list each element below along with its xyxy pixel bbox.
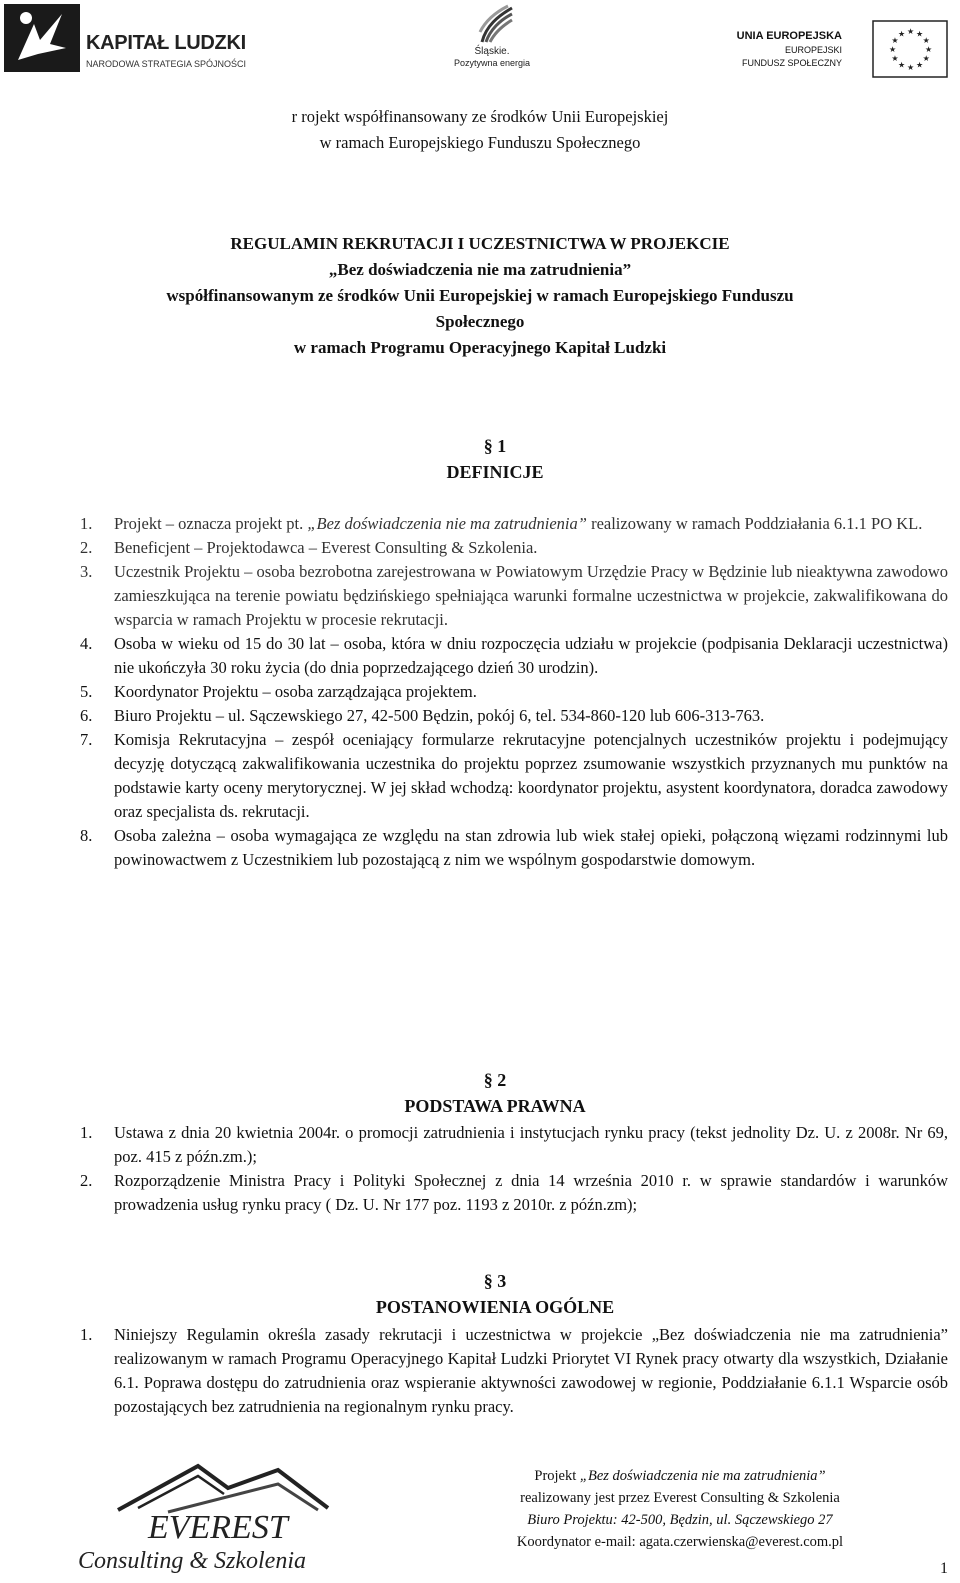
slaskie-tagline: Pozytywna energia — [453, 58, 531, 68]
list-item: 1. Niniejszy Regulamin określa zasady rekrutacji i uczestnictwa w projekcie „Bez doświadczenia nie ma zatrudnienia” realizowanym w ramach Programu Operacyjnego Kapitał Ludzki Priorytet VI Rynek pracy otwarty dla wszystkich, Działanie 6.1. Poprawa dostępu do zatrudnienia oraz wspieranie aktywności zawodowej w regionie, Poddziałanie 6.1.1 Wsparcie osób pozostających bez zatrudnienia na regionalnym rynku pracy. — [80, 1325, 948, 1416]
list-item: 1. Projekt – oznacza projekt pt. „Bez doświadczenia nie ma zatrudnienia” realizowany w ramach Poddziałania 6.1.1 PO KL. — [80, 514, 923, 533]
everest-logo-name: EVEREST — [148, 1509, 288, 1546]
everest-logo-subtitle: Consulting & Szkolenia — [78, 1548, 306, 1574]
eu-star-icon: ★ — [898, 29, 906, 39]
title-line3: współfinansowanym ze środków Unii Europejskiej w ramach Europejskiego Funduszu — [166, 286, 794, 305]
list-item: 5. Koordynator Projektu – osoba zarządzająca projektem. — [80, 682, 477, 701]
kapital-ludzki-subtitle: NARODOWA STRATEGIA SPÓJNOŚCI — [86, 59, 247, 69]
eu-star-icon: ★ — [907, 27, 915, 36]
page-number: 1 — [940, 1560, 948, 1577]
title-line2: „Bez doświadczenia nie ma zatrudnienia” — [328, 260, 632, 279]
everest-logo — [78, 1458, 348, 1576]
footer-info — [440, 1465, 920, 1553]
section-3-list — [80, 1323, 948, 1419]
list-item: 3. Uczestnik Projektu – osoba bezrobotna zarejestrowana w Powiatowym Urzędzie Pracy w Będzinie lub nieaktywna zawodowo zamieszkująca na terenie powiatu będzińskiego spełniająca warunki formalne uczestnictwa w projekcie, zakwalifikowana do wsparcia w ramach Projektu w procesie rekrutacji. — [80, 562, 948, 629]
section-2-heading: PODSTAWA PRAWNA — [404, 1096, 586, 1116]
eu-star-icon: ★ — [916, 29, 924, 39]
slaskie-mark-icon — [476, 2, 516, 46]
section-1-number: § 1 — [483, 436, 507, 456]
intro-text — [0, 104, 960, 156]
eu-star-icon: ★ — [922, 36, 930, 45]
list-item: 7. Komisja Rekrutacyjna – zespół oceniający formularze rekrutacyjne potencjalnych uczestników projektu i podejmujący decyzję dotyczącą zakwalifikowania uczestnika do projektu poprzez zsumowanie wszystkich przyznanych mu punktów na podstawie karty oceny merytorycznej. W jej skład wchodzą: koordynator projektu, asystent koordynatora, doradca zawodowy oraz specjalista ds. rekrutacji. — [80, 730, 948, 821]
eu-line2: EUROPEJSKI — [784, 45, 842, 55]
list-item: 1. Ustawa z dnia 20 kwietnia 2004r. o promocji zatrudnienia i instytucjach rynku pracy (tekst jednolity Dz. U. z 2008r. Nr 69, poz. 415 z późn.zm.); — [80, 1123, 948, 1166]
eu-logo — [736, 8, 952, 72]
eu-star-icon: ★ — [891, 54, 899, 63]
kapital-ludzki-star-icon — [4, 4, 80, 72]
footer-line2: realizowany jest przez Everest Consulting & Szkolenia — [520, 1490, 840, 1506]
list-item: 2. Rozporządzenie Ministra Pracy i Polityki Społecznej z dnia 14 września 2010 r. w sprawie standardów i warunków prowadzenia usług rynku pracy ( Dz. U. Nr 177 poz. 1193 z 2010r. z późn.zm); — [80, 1171, 948, 1214]
footer-email: Koordynator e-mail: agata.czerwienska@everest.com.pl — [516, 1534, 844, 1550]
title-line4: Społecznego — [435, 312, 525, 331]
kapital-ludzki-name: KAPITAŁ LUDZKI — [86, 32, 246, 54]
title-line5: w ramach Programu Operacyjnego Kapitał Ludzki — [293, 338, 667, 357]
section-3-heading: POSTANOWIENIA OGÓLNE — [375, 1297, 615, 1317]
eu-flag-icon — [872, 20, 948, 78]
eu-star-icon: ★ — [907, 63, 915, 72]
eu-line3: FUNDUSZ SPOŁECZNY — [741, 58, 842, 68]
kapital-ludzki-logo — [4, 4, 254, 72]
eu-line1: UNIA EUROPEJSKA — [736, 30, 842, 42]
eu-star-icon: ★ — [925, 45, 933, 54]
section-1-heading: DEFINICJE — [446, 462, 544, 482]
list-item: 8. Osoba zależna – osoba wymagająca ze względu na stan zdrowia lub wiek stałej opieki, połączoną więzami rodzinnymi lub powinowactwem z Uczestnikiem lub pozostającą z nim we wspólnym gospodarstwie domowym. — [80, 826, 948, 869]
section-2-number: § 2 — [483, 1070, 507, 1090]
intro-line2: w ramach Europejskiego Funduszu Społecznego — [319, 133, 641, 152]
eu-star-icon: ★ — [898, 60, 906, 70]
intro-line1: r rojekt współfinansowany ze środków Unii Europejskiej — [291, 107, 669, 126]
list-item: 4. Osoba w wieku od 15 do 30 lat – osoba, która w dniu rozpoczęcia udziału w projekcie (podpisania Deklaracji uczestnictwa) nie ukończyła 30 roku życia (do dnia poprzedzającego dzień 30 urodzin). — [80, 634, 948, 677]
slaskie-name: Śląskie. — [474, 46, 510, 57]
list-item: 6. Biuro Projektu – ul. Sączewskiego 27, 42-500 Będzin, pokój 6, tel. 534-860-120 lub 606-313-763. — [80, 706, 765, 725]
title-line1: REGULAMIN REKRUTACJI I UCZESTNICTWA W PROJEKCIE — [230, 234, 730, 253]
document-title — [0, 231, 960, 361]
footer-line3: Biuro Projektu: 42-500, Będzin, ul. Sączewskiego 27 — [527, 1512, 833, 1528]
list-item: 2. Beneficjent – Projektodawca – Everest Consulting & Szkolenia. — [80, 538, 538, 557]
eu-star-icon: ★ — [889, 45, 897, 54]
eu-star-icon: ★ — [891, 36, 899, 45]
eu-star-icon: ★ — [916, 60, 924, 70]
eu-star-icon: ★ — [922, 54, 930, 63]
section-3-number: § 3 — [483, 1271, 507, 1291]
slaskie-logo — [432, 2, 552, 70]
everest-mountain-icon — [78, 1458, 348, 1576]
footer-project: Projekt „Bez doświadczenia nie ma zatrudnienia” — [534, 1468, 826, 1484]
section-1-list — [80, 512, 948, 872]
section-2-list — [80, 1121, 948, 1217]
